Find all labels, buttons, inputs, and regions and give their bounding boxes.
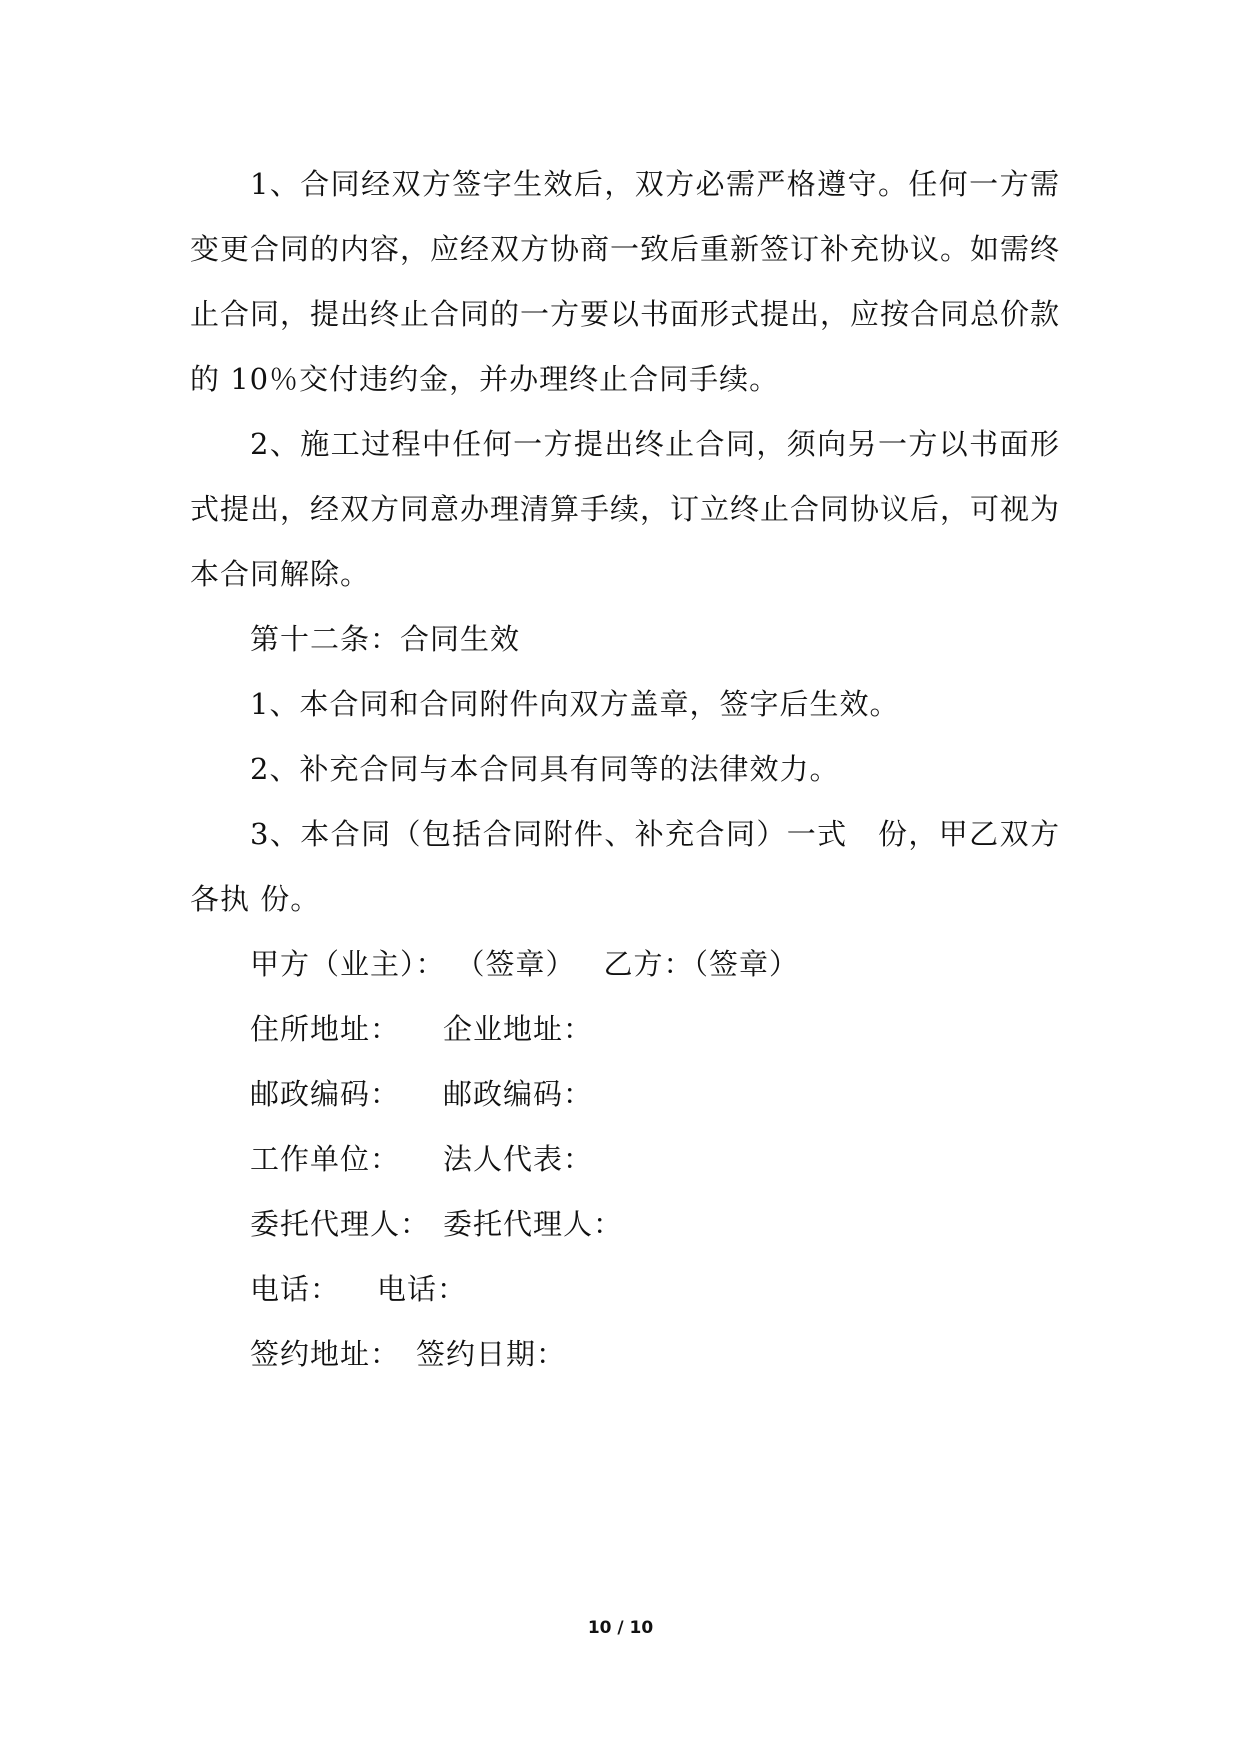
work-unit-label: 工作单位： xyxy=(250,1142,401,1176)
paragraph-copies: 3、本合同（包括合同附件、补充合同）一式 份，甲乙双方各执 份。 xyxy=(190,817,1060,916)
postal-code-line xyxy=(190,1062,1060,1127)
sign-date-label: 签约日期： xyxy=(416,1337,567,1371)
party-b-label: 乙方：（签章） xyxy=(603,947,800,981)
phone-a-label: 电话： xyxy=(250,1272,341,1306)
paragraph-effective-upon-seal: 1、本合同和合同附件向双方盖章，签字后生效。 xyxy=(250,687,900,721)
sign-line xyxy=(190,1322,1060,1387)
postal-code-b-label: 邮政编码： xyxy=(443,1077,594,1111)
agent-a-label: 委托代理人： xyxy=(250,1207,431,1241)
paragraph-termination-during-construction: 2、施工过程中任何一方提出终止合同，须向另一方以书面形式提出，经双方同意办理清算手续，订立终止合同协议后，可视为本合同解除。 xyxy=(190,427,1061,591)
work-unit-line xyxy=(190,1127,1060,1192)
postal-code-a-label: 邮政编码： xyxy=(250,1077,401,1111)
article-12-heading: 第十二条：合同生效 xyxy=(250,622,521,656)
paragraph-termination-notice: 1、合同经双方签字生效后，双方必需严格遵守。任何一方需变更合同的内容，应经双方协商一致后重新签订补充协议。如需终止合同，提出终止合同的一方要以书面形式提出，应按合同总价款的 10％交付违约金，并办理终止合同手续。 xyxy=(190,167,1061,396)
sign-address-label: 签约地址： xyxy=(250,1337,401,1371)
party-a-label: 甲方（业主）： xyxy=(250,947,446,981)
party-a-seal: （签章） xyxy=(455,947,576,981)
paragraph-supplement-equal-effect: 2、补充合同与本合同具有同等的法律效力。 xyxy=(250,752,840,786)
signature-parties-line xyxy=(190,932,1060,997)
address-line xyxy=(190,997,1060,1062)
company-address-label: 企业地址： xyxy=(443,1012,594,1046)
contract-body xyxy=(190,152,1060,1387)
page-number: 10 / 10 xyxy=(587,1618,654,1638)
phone-line xyxy=(190,1257,1060,1322)
agent-line xyxy=(190,1192,1060,1257)
phone-b-label: 电话： xyxy=(377,1272,468,1306)
residence-address-label: 住所地址： xyxy=(250,1012,401,1046)
legal-rep-label: 法人代表： xyxy=(443,1142,594,1176)
agent-b-label: 委托代理人： xyxy=(443,1207,624,1241)
